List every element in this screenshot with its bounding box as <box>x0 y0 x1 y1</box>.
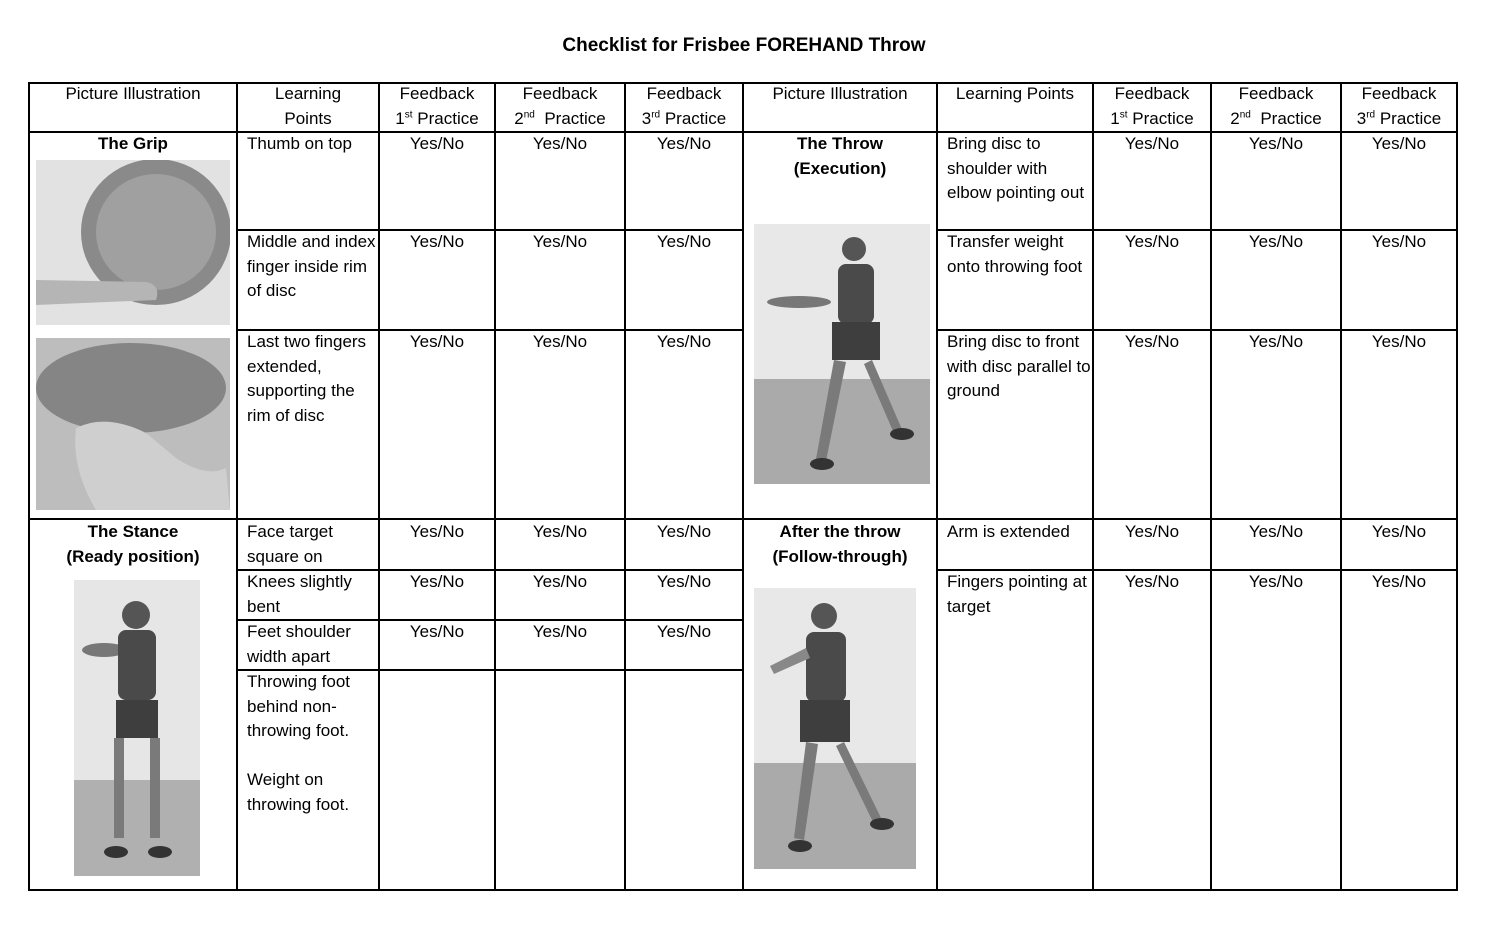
left-point-extra: Throwing foot behind non-throwing foot. Weight on throwing foot. <box>247 672 350 814</box>
checkbox-yes-no[interactable]: Yes/No <box>1124 232 1180 251</box>
right-point-3: Bring disc to front with disc parallel to ground <box>947 332 1091 400</box>
header-feedback-1-left: Feedback 1st Practice <box>395 84 479 128</box>
checkbox-yes-no[interactable]: Yes/No <box>1371 134 1427 153</box>
header-picture-right: Picture Illustration <box>772 84 908 103</box>
checkbox-yes-no[interactable]: Yes/No <box>1248 572 1304 591</box>
checkbox-yes-no[interactable]: Yes/No <box>409 134 465 153</box>
header-learning-left: Learning Points <box>274 84 342 128</box>
checkbox-yes-no[interactable]: Yes/No <box>1124 522 1180 541</box>
header-feedback-2-right: Feedback 2nd Practice <box>1230 84 1322 128</box>
left-point-6: Feet shoulder width apart <box>247 622 351 666</box>
after-throw-title: After the throw (Follow-through) <box>772 522 908 566</box>
header-feedback-3-left: Feedback 3rd Practice <box>641 84 727 128</box>
left-point-4: Face target square on <box>247 522 333 566</box>
left-point-2: Middle and index finger inside rim of disc <box>247 232 376 300</box>
stance-photo <box>74 580 200 876</box>
checkbox-yes-no[interactable]: Yes/No <box>532 622 588 641</box>
throw-title: The Throw (Execution) <box>793 134 887 178</box>
checkbox-yes-no[interactable]: Yes/No <box>1248 522 1304 541</box>
checkbox-yes-no[interactable]: Yes/No <box>409 332 465 351</box>
checkbox-yes-no[interactable]: Yes/No <box>1124 572 1180 591</box>
checkbox-yes-no[interactable]: Yes/No <box>532 572 588 591</box>
right-point-4: Arm is extended <box>947 522 1070 541</box>
grip-title: The Grip <box>98 134 168 153</box>
page-title: Checklist for Frisbee FOREHAND Throw <box>562 35 926 56</box>
grip-photo-bottom <box>36 338 230 510</box>
header-feedback-1-right: Feedback 1st Practice <box>1110 84 1194 128</box>
checkbox-yes-no[interactable]: Yes/No <box>409 622 465 641</box>
left-point-5: Knees slightly bent <box>247 572 352 616</box>
grip-photo-top <box>36 160 230 325</box>
checkbox-yes-no[interactable]: Yes/No <box>656 232 712 251</box>
follow-through-photo <box>754 588 916 869</box>
checkbox-yes-no[interactable]: Yes/No <box>656 332 712 351</box>
checkbox-yes-no[interactable]: Yes/No <box>532 232 588 251</box>
checkbox-yes-no[interactable]: Yes/No <box>532 134 588 153</box>
checkbox-yes-no[interactable]: Yes/No <box>1124 134 1180 153</box>
checkbox-yes-no[interactable]: Yes/No <box>656 572 712 591</box>
header-feedback-3-right: Feedback 3rd Practice <box>1356 84 1442 128</box>
checkbox-yes-no[interactable]: Yes/No <box>1371 232 1427 251</box>
left-point-1: Thumb on top <box>247 134 352 153</box>
checkbox-yes-no[interactable]: Yes/No <box>1371 572 1427 591</box>
left-point-3: Last two fingers extended, supporting the rim of disc <box>247 332 367 425</box>
header-feedback-2-left: Feedback 2nd Practice <box>514 84 606 128</box>
checkbox-yes-no[interactable]: Yes/No <box>656 622 712 641</box>
checkbox-yes-no[interactable]: Yes/No <box>1124 332 1180 351</box>
right-point-1: Bring disc to shoulder with elbow pointing out <box>947 134 1085 202</box>
checkbox-yes-no[interactable]: Yes/No <box>409 522 465 541</box>
checkbox-yes-no[interactable]: Yes/No <box>1248 232 1304 251</box>
checkbox-yes-no[interactable]: Yes/No <box>1371 332 1427 351</box>
header-picture-left: Picture Illustration <box>65 84 201 103</box>
checkbox-yes-no[interactable]: Yes/No <box>1248 332 1304 351</box>
checkbox-yes-no[interactable]: Yes/No <box>656 522 712 541</box>
checkbox-yes-no[interactable]: Yes/No <box>409 572 465 591</box>
right-point-2: Transfer weight onto throwing foot <box>947 232 1083 276</box>
header-learning-right: Learning Points <box>955 84 1075 103</box>
checkbox-yes-no[interactable]: Yes/No <box>1248 134 1304 153</box>
throw-photo <box>754 224 930 484</box>
checkbox-yes-no[interactable]: Yes/No <box>656 134 712 153</box>
checkbox-yes-no[interactable]: Yes/No <box>532 522 588 541</box>
right-point-5: Fingers pointing at target <box>947 572 1087 616</box>
stance-title: The Stance (Ready position) <box>66 522 200 566</box>
checkbox-yes-no[interactable]: Yes/No <box>1371 522 1427 541</box>
checkbox-yes-no[interactable]: Yes/No <box>409 232 465 251</box>
checkbox-yes-no[interactable]: Yes/No <box>532 332 588 351</box>
